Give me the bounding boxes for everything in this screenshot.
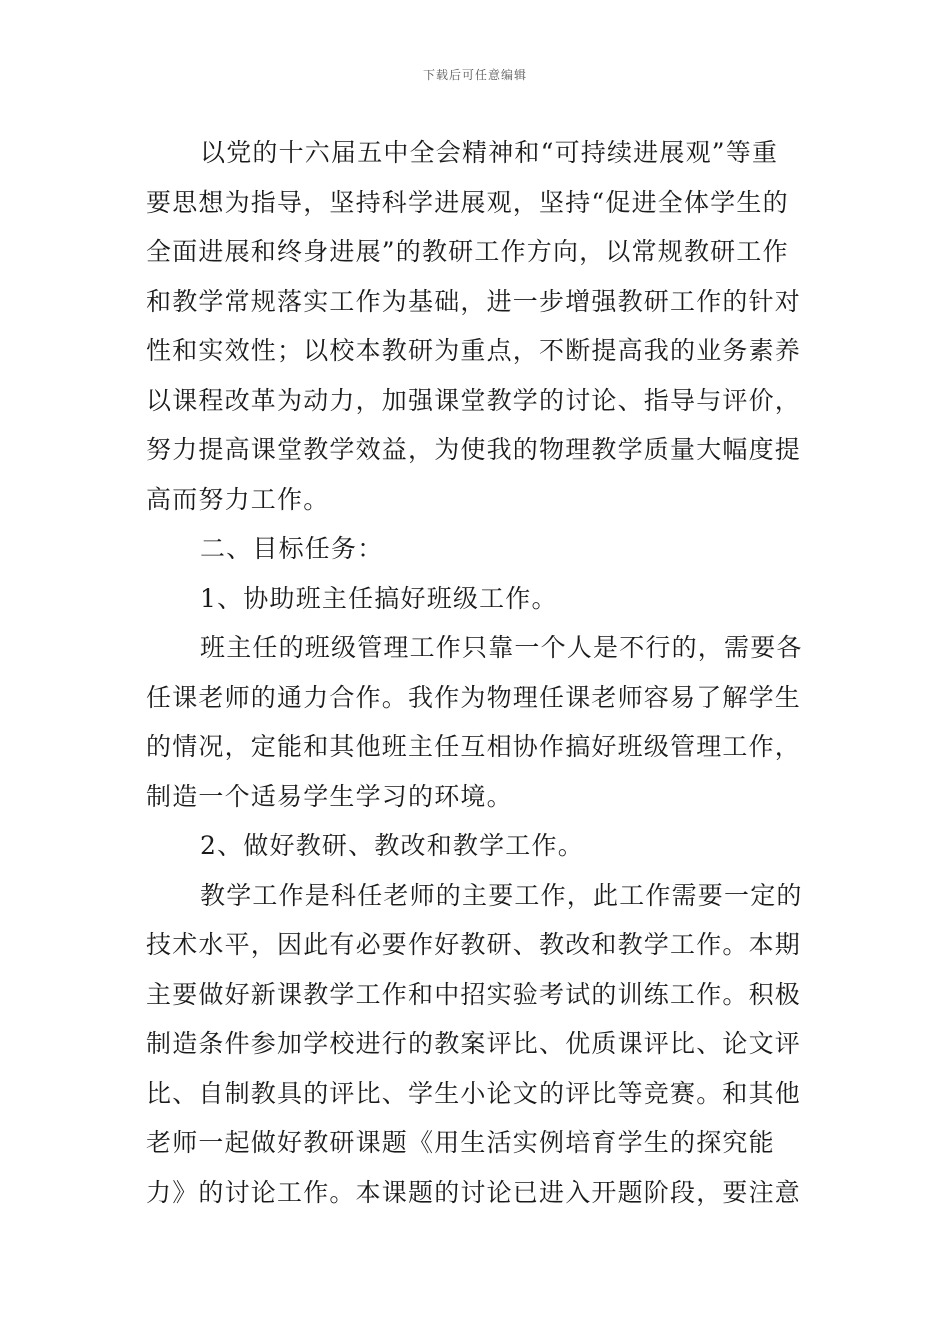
text-line: 制造条件参加学校进行的教案评比、优质课评比、论文评: [146, 1029, 802, 1058]
text-line: 努力提高课堂教学效益，为使我的物理教学质量大幅度提: [146, 435, 802, 464]
paragraph-teaching-work: [146, 871, 808, 1218]
subheading-teaching-research: [146, 821, 808, 871]
text-line: 性和实效性；以校本教研为重点，不断提高我的业务素养: [146, 336, 802, 365]
text-line: 任课老师的通力合作。我作为物理任课老师容易了解学生: [146, 682, 802, 712]
text-line: 主要做好新课教学工作和中招实验考试的训练工作。积极: [146, 979, 802, 1009]
text-line: 2、做好教研、教改和教学工作。: [200, 831, 584, 860]
text-line: 要思想为指导，坚持科学进展观，坚持“促进全体学生的: [146, 187, 789, 217]
text-line: 二、目标任务：: [200, 534, 384, 563]
section-heading-goals: [146, 524, 808, 574]
text-line: 和教学常规落实工作为基础，进一步增强教研工作的针对: [146, 286, 802, 316]
text-line: 比、自制教具的评比、学生小论文的评比等竞赛。和其他: [146, 1078, 802, 1108]
text-line: 制造一个适易学生学习的环境。: [146, 781, 513, 811]
paragraph-guiding-principle: [146, 128, 808, 524]
document-body: [146, 128, 808, 1217]
text-line: 高而努力工作。: [146, 484, 330, 514]
text-line: 以党的十六届五中全会精神和“可持续进展观”等重: [200, 138, 779, 167]
text-line: 全面进展和终身进展”的教研工作方向，以常规教研工作: [146, 237, 789, 266]
text-line: 以课程改革为动力，加强课堂教学的讨论、指导与评价，: [146, 385, 802, 415]
paragraph-class-management: [146, 623, 808, 821]
text-line: 技术水平，因此有必要作好教研、教改和教学工作。本期: [146, 930, 802, 959]
text-line: 教学工作是科任老师的主要工作，此工作需要一定的: [200, 880, 803, 910]
text-line: 力》的讨论工作。本课题的讨论已进入开题阶段，要注意: [146, 1177, 802, 1207]
text-line: 班主任的班级管理工作只靠一个人是不行的，需要各: [200, 633, 803, 662]
text-line: 的情况，定能和其他班主任互相协作搞好班级管理工作，: [146, 732, 802, 761]
header-note: 下载后可任意编辑: [422, 68, 527, 82]
subheading-assist-head-teacher: [146, 574, 808, 624]
text-line: 1、协助班主任搞好班级工作。: [200, 583, 558, 613]
text-line: 老师一起做好教研课题《用生活实例培育学生的探究能: [146, 1128, 775, 1157]
